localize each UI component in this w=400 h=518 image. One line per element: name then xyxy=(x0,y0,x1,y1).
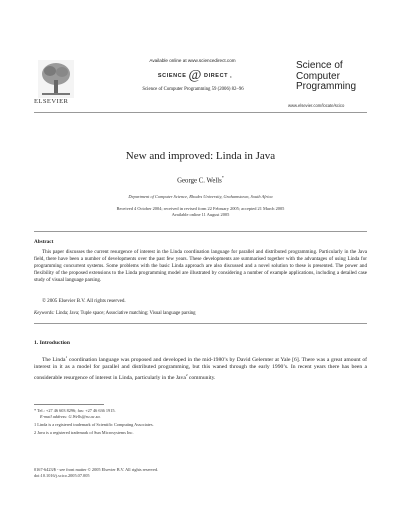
abstract-copyright: © 2005 Elsevier B.V. All rights reserved. xyxy=(42,298,126,304)
available-online-text: Available online at www.sciencedirect.com xyxy=(149,58,236,63)
intro-text-2: coordination language was proposed and developed in the mid-1980’s by David Gelernter at Yale [6]. There was a great amount of interest in it as a model for parallel and distributed programming, but this waned through the early 1990’s. In recent years there has been a considerable resurgence of interest in Linda, particularly in the Java xyxy=(34,356,367,381)
header-divider xyxy=(34,112,367,113)
affiliation: Department of Computer Science, Rhodes University, Grahamstown, South Africa xyxy=(128,194,273,199)
footnote-email xyxy=(40,414,373,419)
footnote-email-text: E-mail address: G.Wells@ru.ac.za. xyxy=(40,414,101,419)
journal-title-line: Computer xyxy=(296,70,340,82)
journal-title-line: Science of xyxy=(296,60,343,71)
issn-line: 0167-6423/$ - see front matter © 2005 Elsevier B.V. All rights reserved. xyxy=(34,467,159,472)
journal-url: www.elsevier.com/locate/scico xyxy=(288,103,345,108)
intro-text-3: community. xyxy=(187,374,216,381)
introduction-paragraph xyxy=(34,354,367,383)
author-footnote-mark: * xyxy=(221,175,224,180)
journal-title xyxy=(296,61,356,93)
intro-footnote-ref-2: 2 xyxy=(185,373,188,378)
received-dates: Received 4 October 2004; received in revised form 22 February 2005; accepted 21 March 2005 xyxy=(116,206,285,211)
abstract-text: This paper discusses the current resurgence of interest in the Linda coordination language for parallel and distributed programming. Particularly in the Java field, there have been a number of developments over the past few years. These developments are summarised together with the advantages of using Linda for programming concurrent systems. Some problems with the basic Linda approach are also discussed and a novel solution to these is presented. The power and flexibility of the proposed extensions to the Linda programming model are illustrated by considering a number of example applications, including a detailed case study of visual language parsing. xyxy=(34,249,367,283)
author-name xyxy=(34,175,367,184)
keywords-label: Keywords: xyxy=(34,311,55,316)
abstract-divider-top xyxy=(34,231,367,232)
elsevier-tree-logo-icon xyxy=(38,60,74,98)
sd-right-text: DIRECT xyxy=(204,73,229,79)
intro-footnote-ref-1: 1 xyxy=(65,355,68,359)
intro-text-1: The Linda xyxy=(42,356,66,363)
sciencedirect-logo xyxy=(145,68,245,84)
publisher-name: ELSEVIER xyxy=(34,98,69,105)
section-heading-introduction: 1. Introduction xyxy=(34,340,70,346)
sd-left-text: SCIENCE xyxy=(157,73,187,79)
footnote-2: 2 Java is a registered trademark of Sun Microsystems Inc. xyxy=(34,430,134,435)
footnote-1: 1 Linda is a registered trademark of Scientific Computing Associates. xyxy=(34,422,154,427)
available-online-date: Available online 11 August 2005 xyxy=(171,212,230,217)
author-name-text: George C. Wells xyxy=(177,177,222,185)
sd-at-icon: @ xyxy=(188,68,203,83)
footnote-contact: * Tel.: +27 46 603 8296; fax: +27 46 636 1915. xyxy=(34,408,116,413)
doi-line: doi:10.1016/j.scico.2005.07.005 xyxy=(34,472,90,478)
dates-block xyxy=(34,206,367,218)
keywords xyxy=(34,311,196,316)
keywords-list: Linda; Java; Tuple space; Associative matching; Visual language parsing xyxy=(55,311,196,316)
journal-title-line: Programming xyxy=(296,81,357,92)
journal-citation: Science of Computer Programming 59 (2006) 82–96 xyxy=(142,87,244,92)
footnote-divider xyxy=(34,404,104,405)
abstract-heading: Abstract xyxy=(34,239,54,245)
sd-dot: • xyxy=(230,73,233,79)
page-footer xyxy=(34,467,158,479)
abstract-divider-bottom xyxy=(34,323,367,324)
article-title: New and improved: Linda in Java xyxy=(125,150,276,162)
